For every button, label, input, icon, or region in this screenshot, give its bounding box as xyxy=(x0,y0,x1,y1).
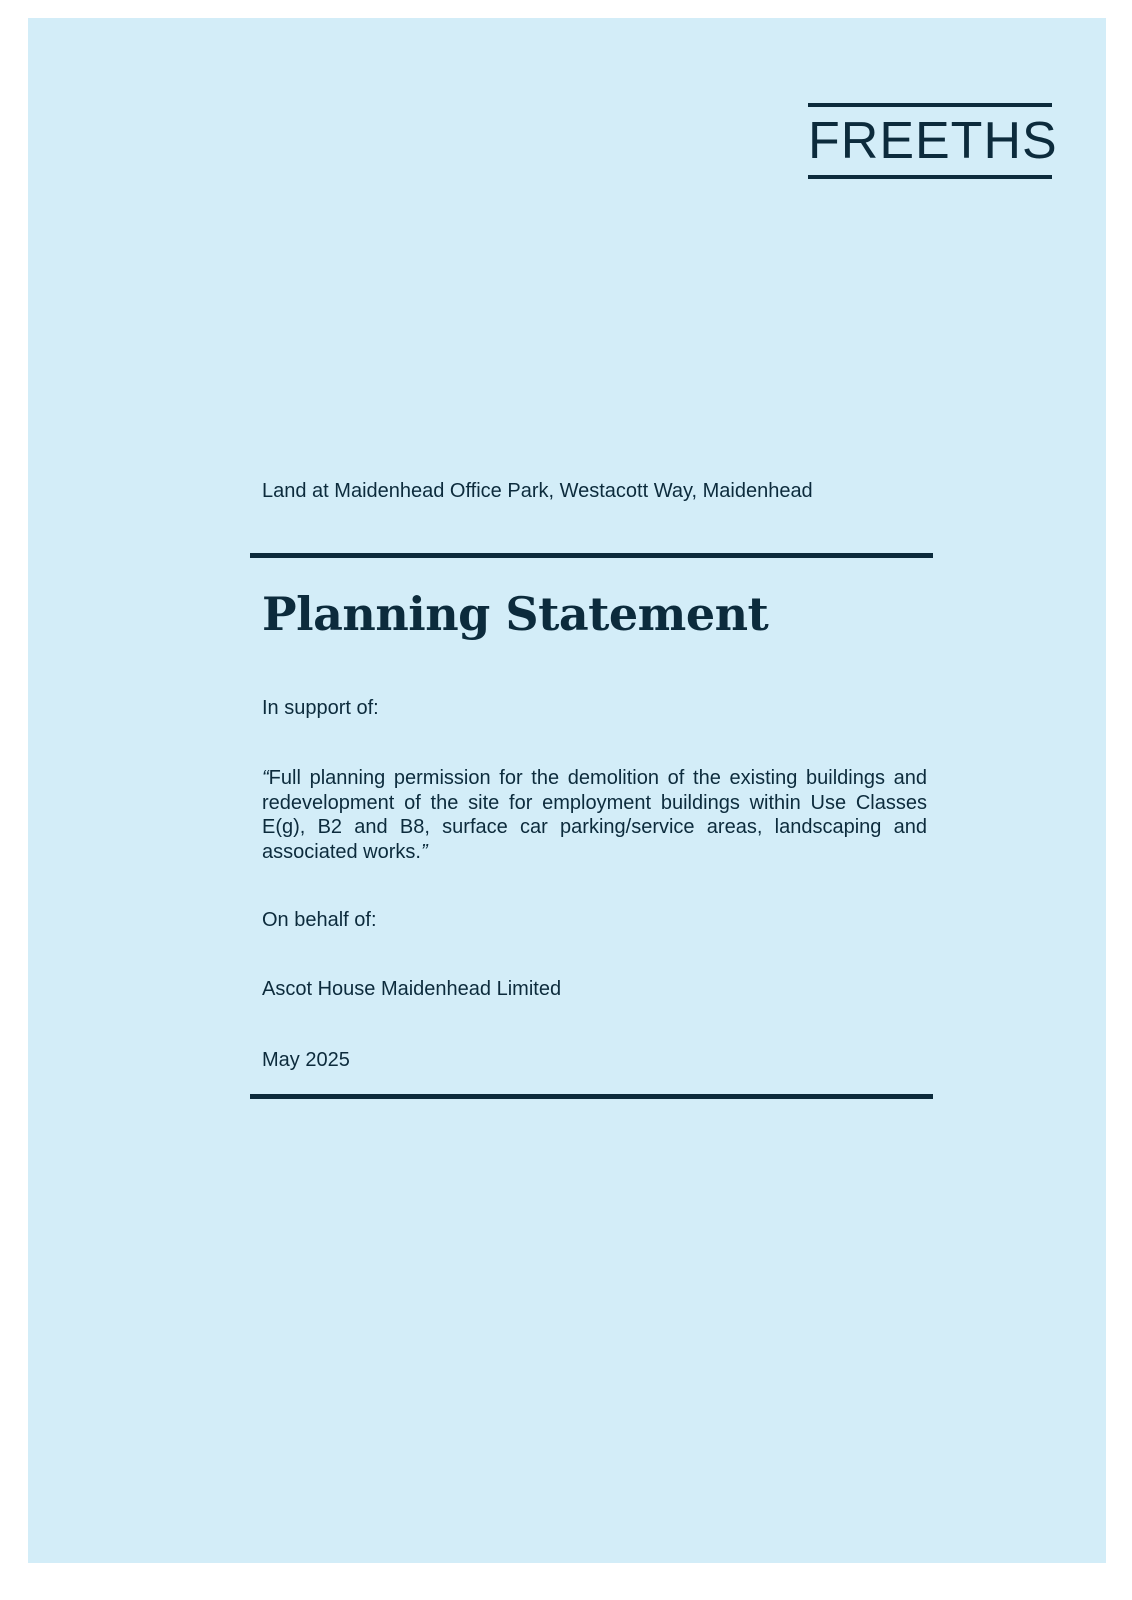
site-address: Land at Maidenhead Office Park, Westacott Way, Maidenhead xyxy=(262,480,813,502)
document-date: May 2025 xyxy=(262,1049,350,1071)
logo-top-rule xyxy=(808,103,1052,107)
cover-page xyxy=(28,18,1106,1563)
bottom-divider xyxy=(250,1094,933,1099)
behalf-label: On behalf of: xyxy=(262,909,377,931)
application-description xyxy=(262,766,927,864)
document-title: Planning Statement xyxy=(262,587,769,641)
description-text: Full planning permission for the demolition of the existing buildings and redevelopment of the site for employment buildings within Use Classes E(g), B2 and B8, surface car parking/service areas, landscaping and associated works. xyxy=(262,767,927,863)
freeths-logo xyxy=(808,103,1058,181)
close-quote: ” xyxy=(420,840,428,863)
support-label: In support of: xyxy=(262,697,379,719)
top-divider xyxy=(250,553,933,558)
logo-wordmark: FREETHS xyxy=(808,112,1058,170)
client-name: Ascot House Maidenhead Limited xyxy=(262,978,562,1000)
logo-bottom-rule xyxy=(808,175,1052,179)
open-quote: “ xyxy=(262,767,269,789)
